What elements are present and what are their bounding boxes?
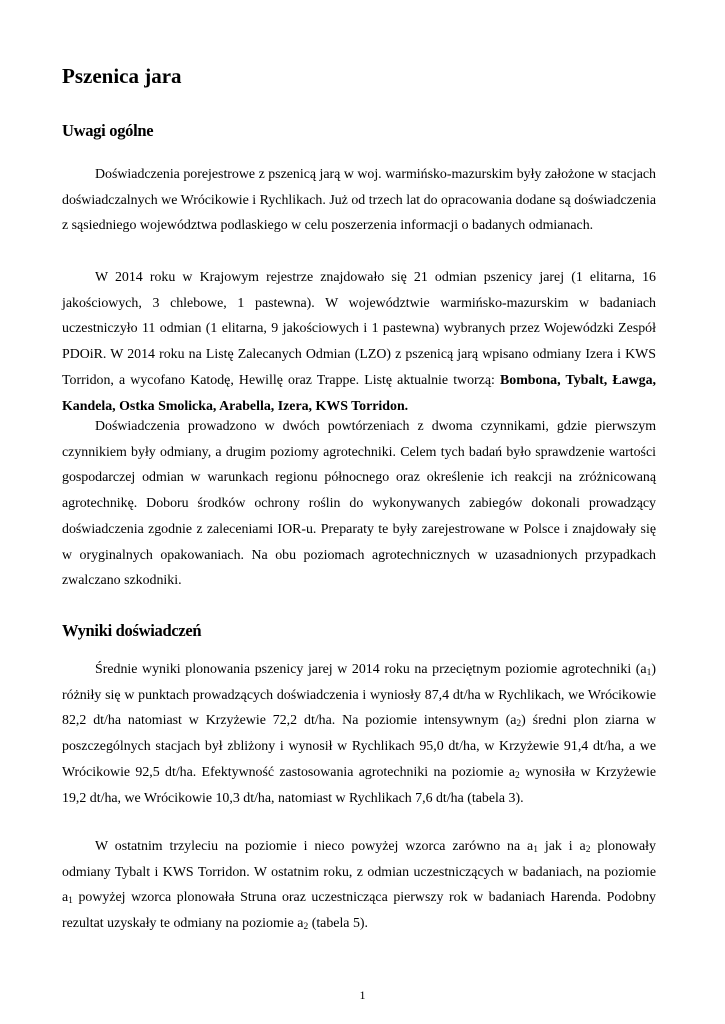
subscript: 2 <box>585 845 591 855</box>
subscript: 1 <box>646 668 652 678</box>
page-number: 1 <box>359 988 366 1002</box>
subscript: 1 <box>533 845 538 855</box>
subscript: 1 <box>68 896 73 907</box>
page-title: Pszenica jara <box>62 64 182 88</box>
paragraph-results-varieties: W ostatnim trzyleciu na poziomie i nieco powyżej wzorca zarówno na $a_1$ jak i $a_2$ plonowały odmiany Tybalt i KWS Torridon. W ostatnim roku, z odmian uczestniczących w badaniach, na poziomie $a_1$ powyżej wzorca plonowała Struna oraz uczestnicząca pierwszy rok w badaniach Harenda. Podobny rezultat uzyskały te odmiany na poziomie $a_2$ (tabela 5). <box>62 839 656 933</box>
paragraph-results-yield: Średnie wyniki plonowania pszenicy jarej w 2014 roku na przeciętnym poziomie agrotechniki $(a_1)$ różniły się w punktach prowadzących doświadczenia i wyniosły 87,4 dt/ha w Rychlikach, we Wrócikowie 82,2 dt/ha natomiast w Krzyżewie 72,2 dt/ha. Na poziomie intensywnym $(a_2)$ średni plon ziarna w poszczególnych stacjach był zbliżony i wynosił w Rychlikach 95,0 dt/ha, w Krzyżewie 91,4 dt/ha, a we Wrócikowie 92,5 dt/ha. Efektywność zastosowania agrotechniki na poziomie $a_2$ wynosiła w Krzyżewie 19,2 dt/ha, we Wrócikowie 10,3 dt/ha, natomiast w Rychlikach 7,6 dt/ha (tabela 3). <box>62 662 657 806</box>
section-heading-general: Uwagi ogólne <box>62 121 154 140</box>
paragraph-methods: Doświadczenia prowadzono w dwóch powtórzeniach z dwoma czynnikami, gdzie pierwszym czynnikiem były odmiany, a drugim poziomy agrotechniki. Celem tych badań było sprawdzenie wartości gospodarczej odmian w warunkach regionu północnego oraz określenie ich reakcji na zróżnicowaną agrotechnikę. Doboru środków ochrony roślin do wykonywanych zabiegów dokonali prowadzący doświadczenia zgodnie z zaleceniami IOR-u. Preparaty te były zarejestrowane w Polsce i znajdowały się w oryginalnych opakowaniach. Na obu poziomach agrotechnicznych w uzasadnionych przypadkach zwalczano szkodniki. <box>62 419 656 589</box>
subscript: 2 <box>515 770 520 781</box>
subscript: 2 <box>303 922 309 933</box>
paragraph-register: W 2014 roku w Krajowym rejestrze znajdowało się 21 odmian pszenicy jarej (1 elitarna, 16 jakościowych, 3 chlebowe, 1 pastewna). W województwie warmińsko-mazurskim w badaniach uczestniczyło 11 odmian (1 elitarna, 9 jakościowych i 1 pastewna) wybranych przez Wojewódzki Zespół PDOiR. W 2014 roku na Listę Zalecanych Odmian (LZO) z pszenicą jarą wpisano odmiany Izera i KWS Torridon, a wycofano Katodę, Hewillę oraz Trappe. Listę aktualnie tworzą: Bombona, Tybalt, Ławga, Kandela, Ostka Smolicka, Arabella, Izera, KWS Torridon. <box>62 270 657 414</box>
subscript: 2 <box>516 719 522 730</box>
recommended-varieties: Bombona, Tybalt, Ławga, Kandela, Ostka Smolicka, Arabella, Izera, KWS Torridon. <box>62 372 657 414</box>
paragraph-intro: Doświadczenia porejestrowe z pszenicą jarą w woj. warmińsko-mazurskim były założone w stacjach doświadczalnych we Wrócikowie i Rychlikach. Już od trzech lat do opracowania dodane są doświadczenia z sąsiedniego województwa podlaskiego w celu poszerzenia informacji o badanych odmianach. <box>62 167 656 234</box>
section-heading-results: Wyniki doświadczeń <box>62 621 202 640</box>
